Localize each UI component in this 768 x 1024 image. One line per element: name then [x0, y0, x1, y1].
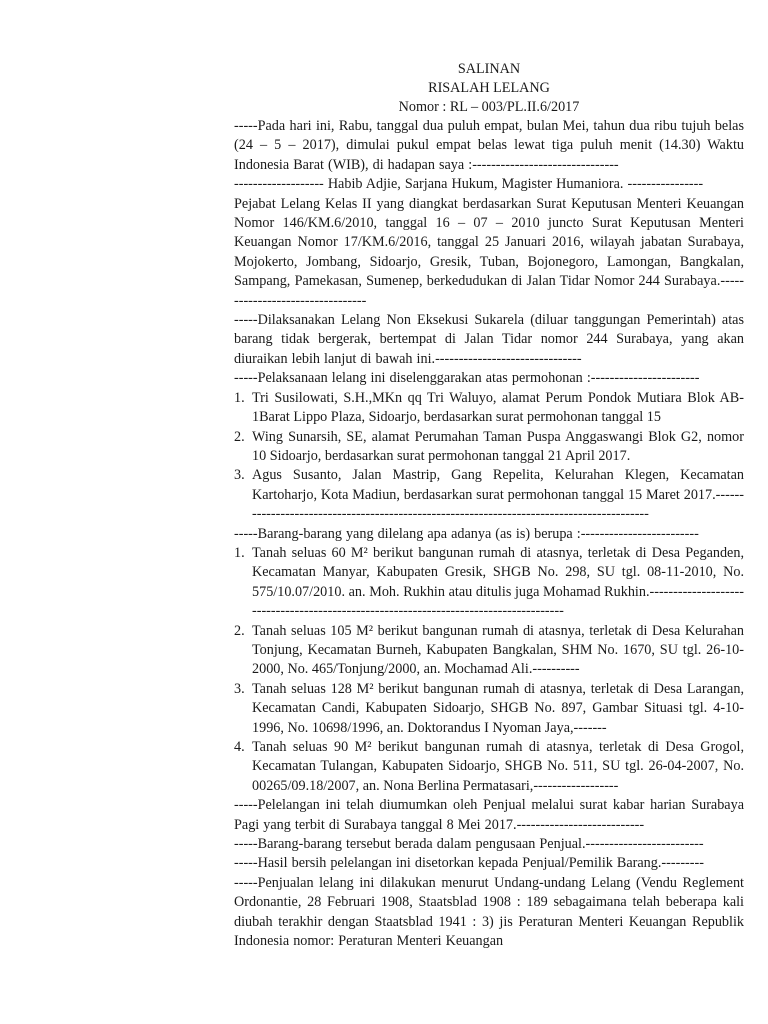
list-item-text: Tri Susilowati, S.H.,MKn qq Tri Waluyo, alamat Perum Pondok Mutiara Blok AB-1Barat Lippo Plaza, Sidoarjo, berdasarkan surat permohonan tanggal 15 [252, 389, 744, 426]
list-item-text: Wing Sunarsih, SE, alamat Perumahan Taman Puspa Anggaswangi Blok G2, nomor 10 Sidoarjo, berdasarkan surat permohonan tanggal 21 April 2017. [252, 428, 744, 464]
document-body [234, 117, 744, 951]
document-header [234, 60, 744, 117]
list-item [234, 738, 744, 796]
list-item-number: 3. [234, 467, 245, 484]
legal-basis-paragraph: -----Penjualan lelang ini dilakukan menurut Undang-undang Lelang (Vendu Reglement Ordonantie, 28 Februari 1908, Staatsblad 1908 : 189 sebagaimana telah beberapa kali diubah terakhir dengan Staatsblad 1941 : 3) jis Peraturan Menteri Keuangan Republik Indonesia nomor: Peraturan Menteri Keuangan [234, 874, 744, 950]
list-item-text: Tanah seluas 128 M² berikut bangunan rumah di atasnya, terletak di Desa Larangan, Kecamatan Candi, Kabupaten Sidoarjo, SHGB No. 897, Gambar Situasi tgl. 4-10-1996, No. 10698/1996, an. Doktorandus I Nyoman Jaya,------- [252, 680, 744, 736]
document-title: RISALAH LELANG [428, 80, 550, 96]
list-item [234, 544, 744, 622]
list-item-text: Tanah seluas 90 M² berikut bangunan rumah di atasnya, terletak di Desa Grogol, Kecamatan Tulangan, Kabupaten Sidoarjo, SHGB No. 511, SU tgl. 26-04-2007, No. 00265/09.18/2007, an. Nona Berlina Permatasari,------------------ [252, 739, 744, 794]
list-item-number: 1. [234, 389, 245, 406]
list-item [234, 622, 744, 680]
list-item-number: 1. [234, 544, 245, 561]
copy-label: SALINAN [457, 61, 521, 77]
intro-paragraph: -----Pada hari ini, Rabu, tanggal dua puluh empat, bulan Mei, tahun dua ribu tujuh belas (24 – 5 – 2017), dimulai pukul empat belas lewat tiga puluh menit (14.30) Waktu Indonesia Barat (WIB), di hadapan saya :------------------------------- [234, 118, 744, 173]
official-description-paragraph: Pejabat Lelang Kelas II yang diangkat berdasarkan Surat Keputusan Menteri Keuangan Nomor 146/KM.6/2010, tanggal 16 – 07 – 2010 juncto Surat Keputusan Menteri Keuangan Nomor 17/KM.6/2016, tanggal 25 Januari 2016, wilayah jabatan Surabaya, Mojokerto, Jombang, Sidoarjo, Gresik, Tuban, Bojonegoro, Lamongan, Bangkalan, Sampang, Pamekasan, Sumenep, berkedudukan di Jalan Tidar Nomor 244 Surabaya.--------------------------------- [234, 195, 744, 309]
list-item [234, 466, 744, 524]
list-item-text: Agus Susanto, Jalan Mastrip, Gang Repelita, Kelurahan Klegen, Kecamatan Kartoharjo, Kota Madiun, berdasarkan surat permohonan tanggal 15 Maret 2017.------------------------------------------------------------------------------------------ [252, 467, 744, 523]
document-number: Nomor : RL – 003/PL.II.6/2017 [398, 99, 580, 115]
execution-paragraph: -----Dilaksanakan Lelang Non Eksekusi Sukarela (diluar tanggungan Pemerintah) atas barang tidak bergerak, bertempat di Jalan Tidar nomor 244 Surabaya, yang akan diuraikan lebih lanjut di bawah ini.------------------------------- [234, 312, 744, 367]
list-item-text: Tanah seluas 60 M² berikut bangunan rumah di atasnya, terletak di Desa Peganden, Kecamatan Manyar, Kabupaten Gresik, SHGB No. 298, SU tgl. 08-11-2010, No. 575/10.07/2010. an. Moh. Rukhin atau ditulis juga Mohamad Rukhin.-------------------------------------------------------------------------------------- [252, 544, 744, 620]
proceeds-line: -----Hasil bersih pelelangan ini disetorkan kepada Penjual/Pemilik Barang.--------- [234, 855, 704, 872]
list-item-text: Tanah seluas 105 M² berikut bangunan rumah di atasnya, terletak di Desa Kelurahan Tonjung, Kecamatan Burneh, Kabupaten Bangkalan, SHM No. 1670, SU tgl. 26-10-2000, No. 465/Tonjung/2000, an. Mochamad Ali.---------- [252, 622, 744, 678]
requester-list [234, 389, 744, 525]
official-name-line: ------------------- Habib Adjie, Sarjana Hukum, Magister Humaniora. ---------------- [234, 176, 704, 193]
goods-list [234, 544, 744, 796]
goods-intro-line: -----Barang-barang yang dilelang apa adanya (as is) berupa :------------------------- [234, 525, 699, 542]
list-item [234, 428, 744, 467]
requests-intro-line: -----Pelaksanaan lelang ini diselenggarakan atas permohonan :----------------------- [234, 370, 700, 387]
list-item-number: 2. [234, 428, 245, 445]
list-item-number: 3. [234, 680, 245, 697]
list-item [234, 389, 744, 428]
custody-line: -----Barang-barang tersebut berada dalam pengusaan Penjual.------------------------- [234, 836, 704, 853]
list-item [234, 680, 744, 738]
list-item-number: 4. [234, 739, 245, 755]
list-item-number: 2. [234, 622, 245, 639]
announcement-paragraph: -----Pelelangan ini telah diumumkan oleh Penjual melalui surat kabar harian Surabaya Pagi yang terbit di Surabaya tanggal 8 Mei 2017.--------------------------- [234, 797, 744, 833]
